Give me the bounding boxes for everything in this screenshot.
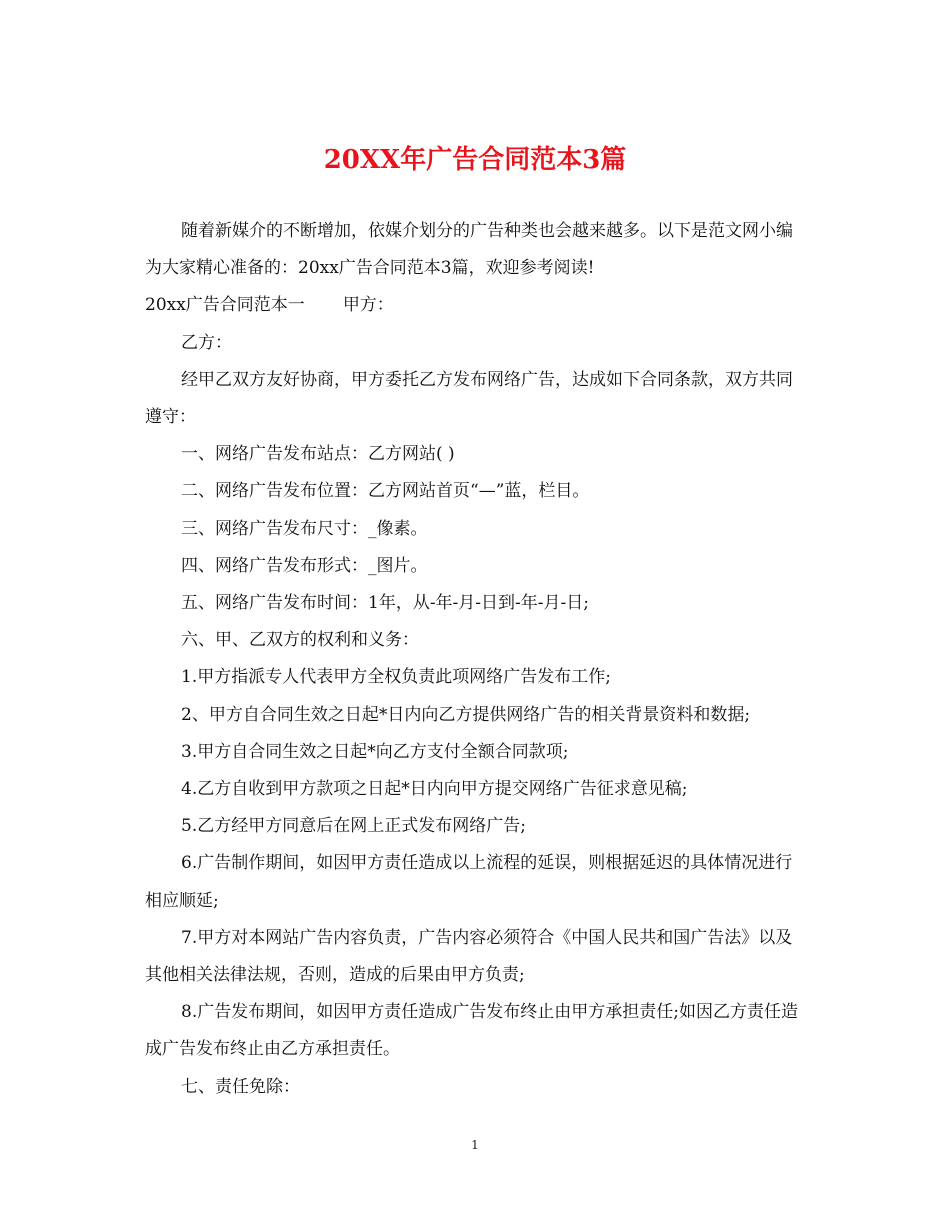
clause-7: 七、责任免除： xyxy=(181,1076,300,1097)
clause-6-item-5: 5.乙方经甲方同意后在网上正式发布网络广告; xyxy=(181,816,526,837)
clause-6-item-3: 3.甲方自合同生效之日起*向乙方支付全额合同款项; xyxy=(181,741,569,762)
document-body xyxy=(145,213,805,1106)
section-heading-line xyxy=(145,287,805,324)
clause-6: 六、甲、乙双方的权利和义务： xyxy=(181,630,419,651)
clause-6-item-1: 1.甲方指派专人代表甲方全权负责此项网络广告发布工作; xyxy=(181,667,611,688)
clause-5: 五、网络广告发布时间：1年，从-年-月-日到-年-月-日; xyxy=(181,593,590,614)
section-heading: 20xx广告合同范本一 xyxy=(145,295,305,316)
preamble-paragraph: 经甲乙双方友好协商，甲方委托乙方发布网络广告，达成如下合同条款，双方共同遵守： xyxy=(145,369,793,428)
document-title: 20XX年广告合同范本3篇 xyxy=(323,145,627,175)
party-b-label: 乙方： xyxy=(181,332,232,353)
clause-1: 一、网络广告发布站点：乙方网站( ) xyxy=(181,444,455,465)
clause-6-item-4: 4.乙方自收到甲方款项之日起*日内向甲方提交网络广告征求意见稿; xyxy=(181,779,688,800)
clause-2: 二、网络广告发布位置：乙方网站首页“—”蓝，栏目。 xyxy=(181,481,590,502)
clause-6-item-7: 7.甲方对本网站广告内容负责，广告内容必须符合《中国人民共和国广告法》以及其他相关法律法规，否则，造成的后果由甲方负责; xyxy=(145,927,793,986)
clause-6-item-2: 2、甲方自合同生效之日起*日内向乙方提供网络广告的相关背景资料和数据; xyxy=(181,704,751,725)
intro-paragraph: 随着新媒介的不断增加，依媒介划分的广告种类也会越来越多。以下是范文网小编为大家精心准备的：20xx广告合同范本3篇，欢迎参考阅读! xyxy=(145,221,793,279)
clause-3: 三、网络广告发布尺寸：_像素。 xyxy=(181,518,428,539)
clause-4: 四、网络广告发布形式：_图片。 xyxy=(181,555,428,576)
clause-6-item-8: 8.广告发布期间，如因甲方责任造成广告发布终止由甲方承担责任;如因乙方责任造成广告发布终止由乙方承担责任。 xyxy=(145,1002,798,1060)
page-number: 1 xyxy=(471,1138,479,1152)
clause-6-item-6: 6.广告制作期间，如因甲方责任造成以上流程的延误，则根据延迟的具体情况进行相应顺延; xyxy=(145,853,793,911)
party-a-label: 甲方： xyxy=(342,295,394,316)
